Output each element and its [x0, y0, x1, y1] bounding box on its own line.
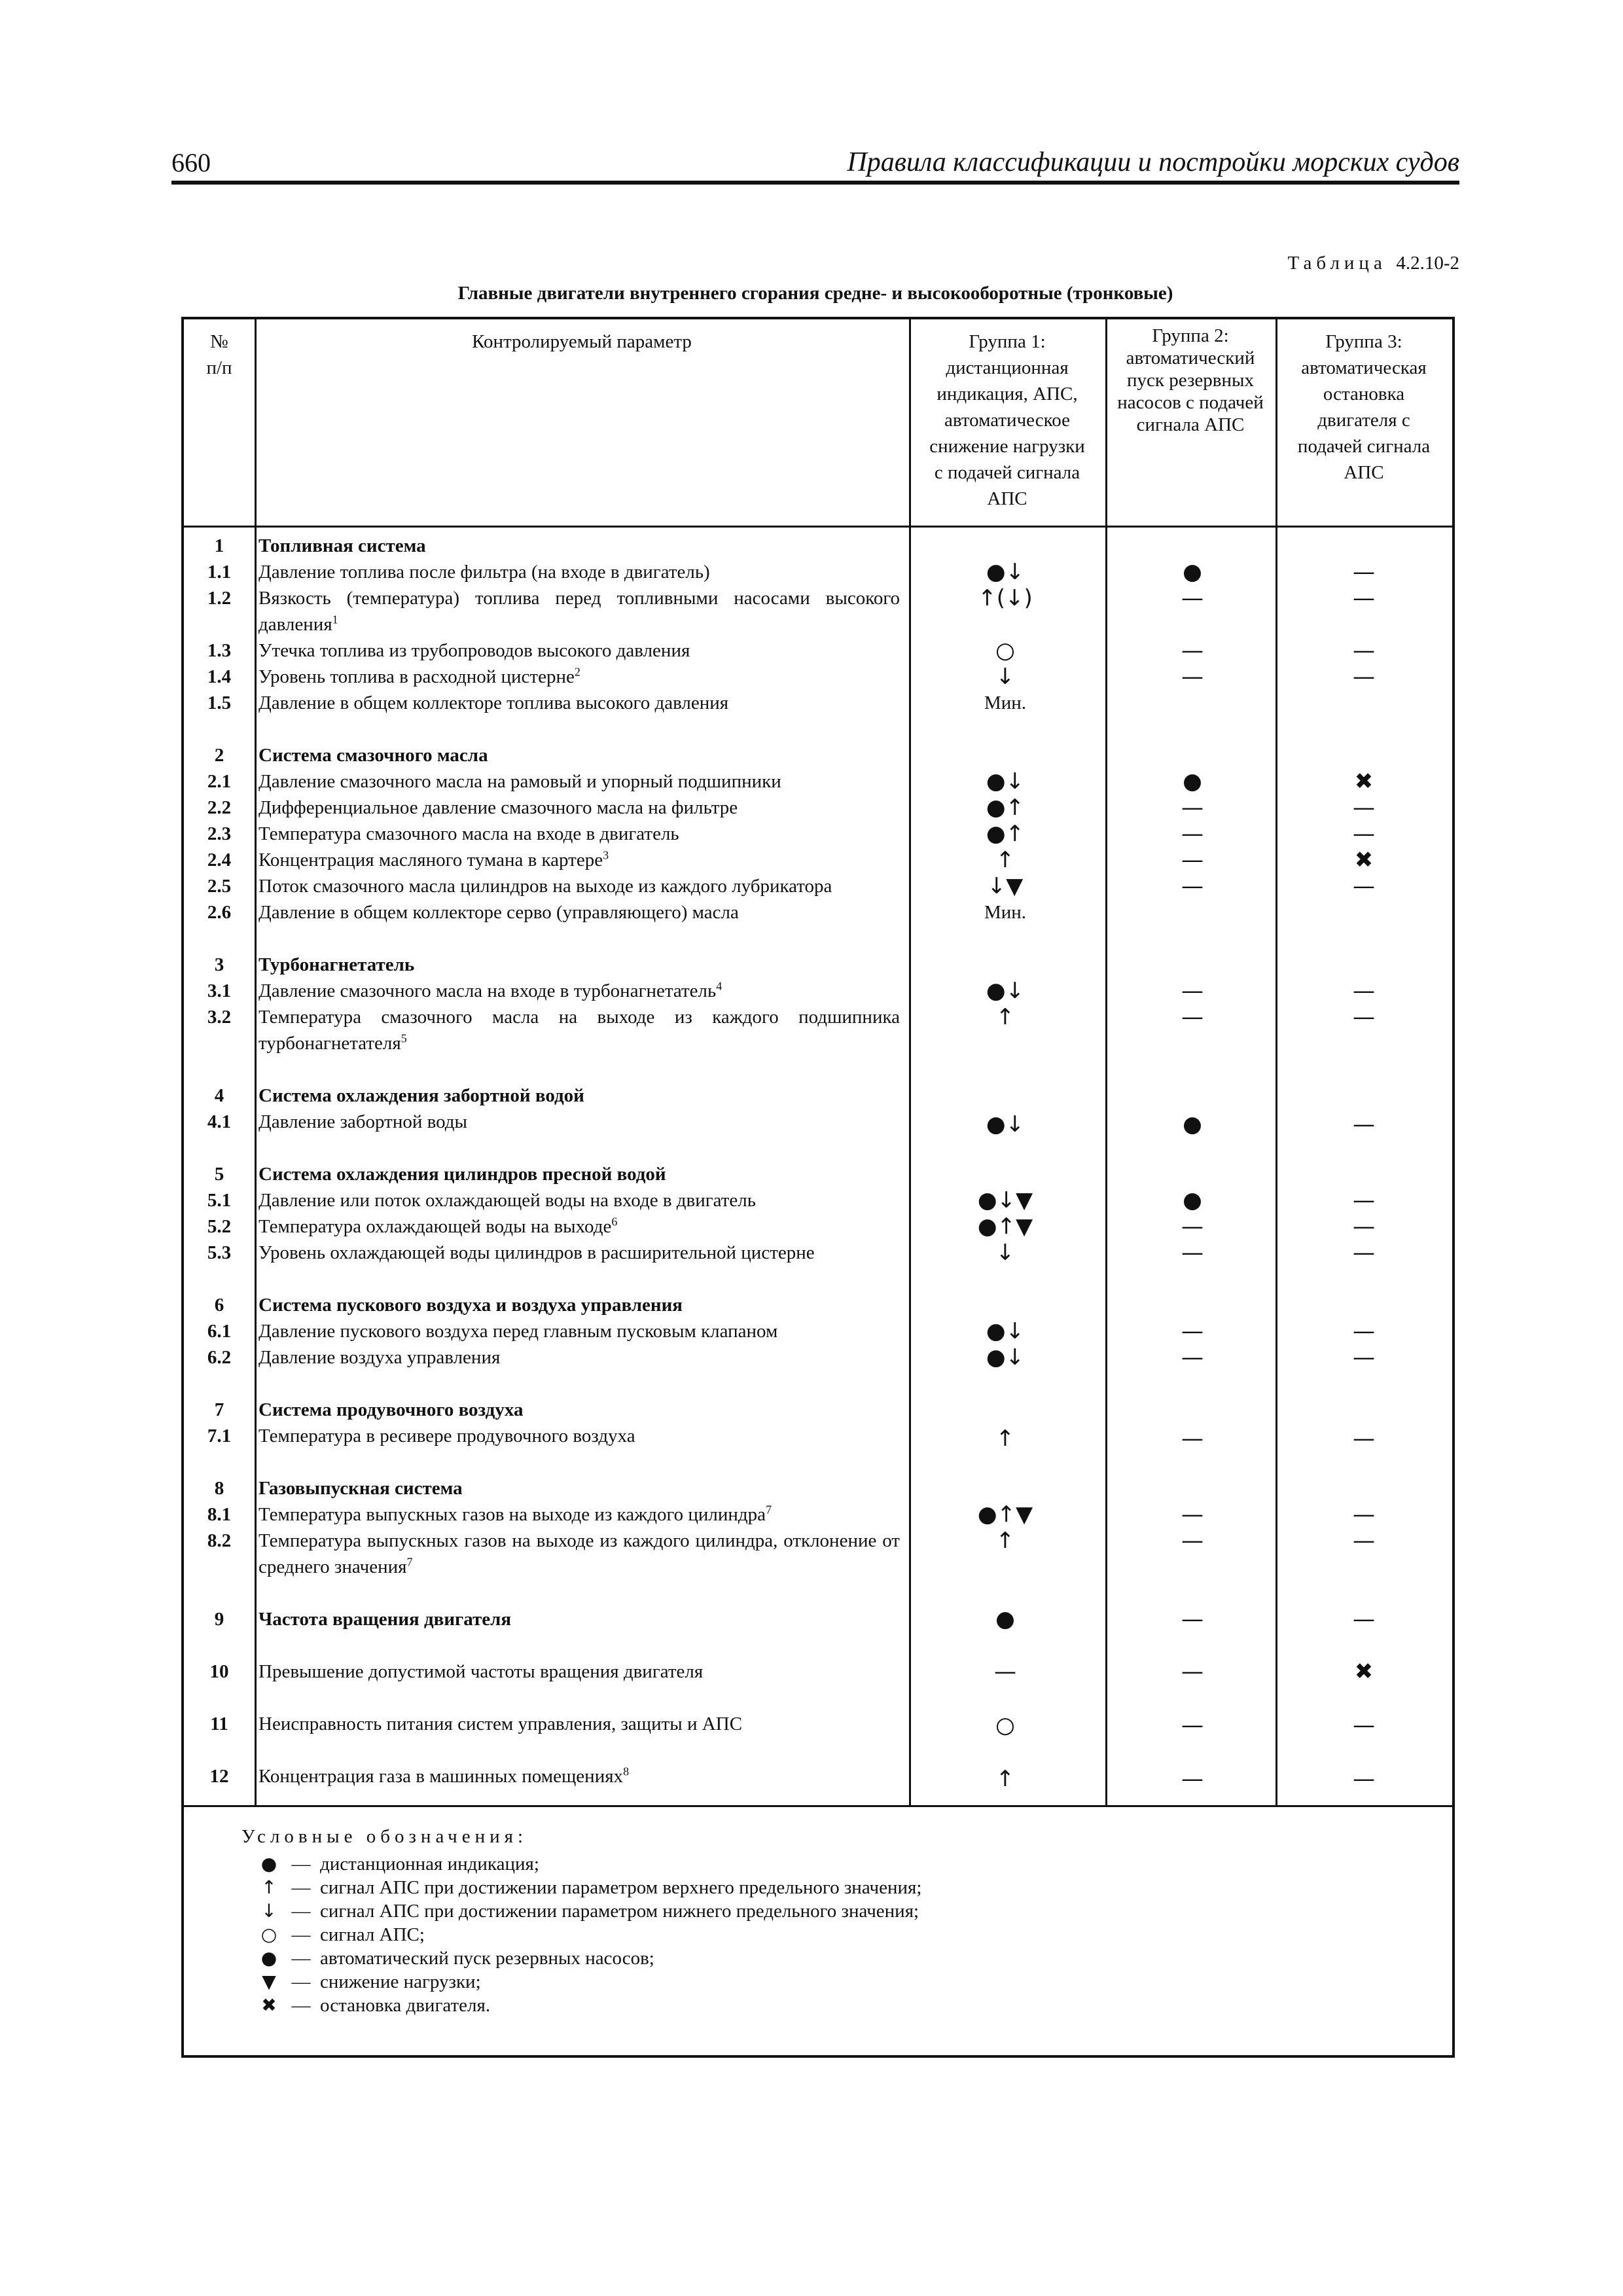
table-title: Главные двигатели внутреннего сгорания средне- и высокооборотные (тронковые): [457, 283, 1173, 304]
row-number: 2.3: [207, 823, 232, 844]
row-parameter: Давление в общем коллекторе серво (управляющего) масла: [259, 902, 739, 923]
column-header-group1: [909, 329, 1105, 512]
header-line: подачей сигнала: [1297, 436, 1431, 457]
legend-text: снижение нагрузки;: [320, 1971, 481, 1992]
row-number: 1.4: [207, 666, 232, 687]
row-parameter: [259, 1501, 900, 1528]
row-group1-symbol: ↑: [995, 847, 1015, 873]
section-title: Система охлаждения цилиндров пресной водой: [259, 1164, 666, 1185]
row-group2-symbol: ●: [1183, 768, 1202, 795]
row-parameter: Утечка топлива из трубопроводов высокого давления: [259, 640, 690, 661]
row-parameter: [259, 585, 900, 637]
section-number: 7: [214, 1399, 224, 1420]
row-number: 2.2: [207, 797, 232, 818]
row-parameter-text: Вязкость (температура) топлива перед топливными насосами высокого давления: [259, 588, 900, 635]
row-parameter: [259, 1763, 900, 1789]
row-number: 8.1: [207, 1504, 232, 1525]
row-group1-symbol: —: [994, 1659, 1016, 1685]
row-parameter: Температура смазочного масла на входе в двигатель: [259, 823, 679, 844]
row-number: 5.1: [207, 1190, 232, 1211]
row-group3-symbol: —: [1353, 1606, 1375, 1632]
row-group3-symbol: —: [1353, 821, 1375, 847]
legend-item: ● — дистанционная индикация;: [256, 1852, 539, 1876]
row-group2-symbol: —: [1181, 1004, 1204, 1030]
header-line: пуск резервных: [1127, 370, 1254, 391]
row-group2-symbol: —: [1181, 585, 1204, 611]
row-group2-symbol: —: [1181, 637, 1204, 664]
legend-divider: [184, 1805, 1452, 1807]
row-group2-symbol: —: [1181, 1659, 1204, 1685]
row-number: 10: [209, 1661, 229, 1682]
row-group2-symbol: —: [1181, 1712, 1204, 1738]
legend-title: Условные обозначения:: [241, 1826, 528, 1847]
row-group3-symbol: —: [1353, 795, 1375, 821]
row-group1-symbol: ●↓: [986, 559, 1025, 585]
row-group1-symbol: ○: [995, 637, 1015, 664]
header-line: Группа 2:: [1152, 325, 1229, 346]
dot-icon: ●: [260, 1853, 277, 1874]
row-group3-symbol: —: [1353, 559, 1375, 585]
row-group2-symbol: —: [1181, 821, 1204, 847]
row-parameter: [259, 1213, 900, 1240]
row-parameter: Давление пускового воздуха перед главным пусковым клапаном: [259, 1321, 778, 1342]
footnote-mark: 6: [611, 1215, 618, 1229]
row-number: 1.3: [207, 640, 232, 661]
legend-text: остановка двигателя.: [320, 1995, 491, 2016]
row-group3-symbol: ✖: [1354, 847, 1374, 873]
section-title: Турбонагнетатель: [259, 954, 415, 975]
section-title: Система смазочного масла: [259, 745, 488, 766]
legend-text: сигнал АПС при достижении параметром нижнего предельного значения;: [320, 1901, 919, 1922]
column-divider: [1105, 319, 1107, 1805]
row-group3-symbol: —: [1353, 1426, 1375, 1452]
row-parameter-text: Концентрация масляного тумана в картере: [259, 850, 603, 870]
dot-icon: ●: [260, 1947, 277, 1969]
row-group3-symbol: —: [1353, 1111, 1375, 1138]
row-group1-symbol: ↓: [995, 664, 1015, 690]
running-title: Правила классификации и постройки морских судов: [847, 147, 1459, 177]
section-number: 6: [214, 1295, 224, 1316]
header-line: с подачей сигнала: [934, 462, 1080, 483]
row-group3-symbol: —: [1353, 1187, 1375, 1213]
row-number: 3.1: [207, 980, 232, 1001]
section-number: 3: [214, 954, 224, 975]
row-group1-symbol: ●: [995, 1606, 1015, 1632]
row-group1-symbol: ↑(↓): [978, 585, 1033, 611]
row-group1-symbol: ↓: [995, 1240, 1015, 1266]
row-parameter: Частота вращения двигателя: [259, 1609, 512, 1630]
section-title: Топливная система: [259, 535, 426, 556]
row-parameter: Давление или поток охлаждающей воды на входе в двигатель: [259, 1190, 757, 1211]
row-group3-symbol: —: [1353, 1344, 1375, 1371]
row-parameter-text: Температура охлаждающей воды на выходе: [259, 1216, 612, 1237]
table-caption: [1288, 253, 1459, 274]
column-divider: [909, 319, 911, 1805]
row-group1-symbol: ○: [995, 1712, 1015, 1738]
row-parameter-text: Температура выпускных газов на выходе из каждого цилиндра: [259, 1504, 766, 1525]
row-group2-symbol: —: [1181, 978, 1204, 1004]
row-number: 11: [210, 1713, 228, 1734]
row-group2-symbol: ●: [1183, 1187, 1202, 1213]
row-parameter-text: Уровень топлива в расходной цистерне: [259, 666, 575, 687]
header-line: сигнала АПС: [1136, 414, 1245, 435]
row-group1-symbol: ↑: [995, 1004, 1015, 1030]
header-line: автоматическая: [1301, 357, 1427, 378]
row-group2-symbol: —: [1181, 1344, 1204, 1371]
section-number: 1: [214, 535, 224, 556]
row-number: 4.1: [207, 1111, 232, 1132]
footnote-mark: 2: [574, 665, 580, 679]
row-group3-symbol: ✖: [1354, 1659, 1374, 1685]
row-parameter-text: Температура смазочного масла на выходе из каждого подшипника турбонагнетателя: [259, 1007, 900, 1054]
row-number: 2.1: [207, 771, 232, 792]
page-number: 660: [171, 148, 211, 177]
row-group3-symbol: —: [1353, 1004, 1375, 1030]
row-group2-symbol: —: [1181, 873, 1204, 899]
row-number: 2.4: [207, 850, 232, 870]
cross-icon: ✖: [261, 1994, 277, 2016]
row-group3-symbol: —: [1353, 585, 1375, 611]
row-group1-symbol: Мин.: [984, 692, 1027, 713]
row-parameter: Давление в общем коллекторе топлива высокого давления: [259, 692, 729, 713]
row-group1-symbol: ●↓▼: [977, 1187, 1033, 1213]
row-parameter: Дифференциальное давление смазочного масла на фильтре: [259, 797, 738, 818]
header-line: насосов с подачей: [1117, 392, 1264, 413]
row-group2-symbol: —: [1181, 847, 1204, 873]
header-line: Группа 1:: [969, 331, 1046, 352]
row-group2-symbol: —: [1181, 1501, 1204, 1528]
row-number: 12: [209, 1766, 229, 1787]
legend-text: сигнал АПС при достижении параметром верхнего предельного значения;: [320, 1877, 922, 1898]
row-group2-symbol: —: [1181, 1766, 1204, 1792]
row-group3-symbol: —: [1353, 1528, 1375, 1554]
section-number: 8: [214, 1478, 224, 1499]
table-caption-word: Таблица: [1287, 253, 1387, 274]
row-number: 6.2: [207, 1347, 232, 1368]
row-group3-symbol: —: [1353, 873, 1375, 899]
arrow-down-icon: ↓: [261, 1900, 277, 1922]
row-group2-symbol: —: [1181, 1528, 1204, 1554]
row-parameter: [259, 1528, 900, 1580]
row-number: 3.2: [207, 1007, 232, 1028]
row-group1-symbol: ●↓: [986, 978, 1025, 1004]
legend-item: ✖ — остановка двигателя.: [256, 1994, 490, 2017]
section-title: Система продувочного воздуха: [259, 1399, 524, 1420]
row-number: 2.5: [207, 876, 232, 897]
header-line: АПС: [1344, 462, 1384, 483]
row-parameter: Давление забортной воды: [259, 1111, 468, 1132]
row-group1-symbol: ↑: [995, 1766, 1015, 1792]
section-number: 2: [214, 745, 224, 766]
row-number: 8.2: [207, 1530, 232, 1551]
row-group2-symbol: —: [1181, 664, 1204, 690]
circle-icon: ○: [260, 1924, 277, 1945]
header-line: автоматическое: [944, 410, 1070, 431]
row-group1-symbol: ↓▼: [987, 873, 1024, 899]
row-parameter: Превышение допустимой частоты вращения двигателя: [259, 1661, 704, 1682]
row-number: 5.3: [207, 1242, 232, 1263]
row-group3-symbol: —: [1353, 664, 1375, 690]
row-group3-symbol: —: [1353, 1240, 1375, 1266]
header-line: дистанционная: [946, 357, 1069, 378]
legend-text: автоматический пуск резервных насосов;: [320, 1948, 654, 1969]
row-group3-symbol: —: [1353, 1501, 1375, 1528]
row-group3-symbol: —: [1353, 1318, 1375, 1344]
row-group2-symbol: —: [1181, 1240, 1204, 1266]
row-group3-symbol: —: [1353, 637, 1375, 664]
row-group1-symbol: Мин.: [984, 902, 1027, 923]
row-group2-symbol: ●: [1183, 1111, 1202, 1138]
row-parameter: [259, 1004, 900, 1056]
row-group1-symbol: ●↓: [986, 768, 1025, 795]
row-group3-symbol: —: [1353, 1213, 1375, 1240]
row-group2-symbol: —: [1181, 1318, 1204, 1344]
row-parameter: Поток смазочного масла цилиндров на выходе из каждого лубрикатора: [259, 876, 832, 897]
legend-text: сигнал АПС;: [320, 1924, 425, 1945]
row-parameter: Температура в ресивере продувочного воздуха: [259, 1426, 635, 1446]
section-number: 4: [214, 1085, 224, 1106]
row-group1-symbol: ●↑▼: [977, 1213, 1033, 1240]
footnote-mark: 8: [623, 1765, 630, 1778]
footnote-mark: 7: [406, 1555, 413, 1569]
column-header-group2: [1105, 325, 1275, 436]
header-line: индикация, АПС,: [936, 384, 1078, 404]
row-parameter-text: Концентрация газа в машинных помещениях: [259, 1766, 624, 1787]
row-number: 6.1: [207, 1321, 232, 1342]
column-header-parameter: Контролируемый параметр: [472, 331, 692, 352]
row-group3-symbol: —: [1353, 978, 1375, 1004]
row-parameter: Неисправность питания систем управления, защиты и АПС: [259, 1713, 743, 1734]
column-divider: [1275, 319, 1277, 1805]
legend-item: ▼ — снижение нагрузки;: [256, 1970, 481, 1994]
row-number: 2.6: [207, 902, 232, 923]
row-group1-symbol: ●↓: [986, 1318, 1025, 1344]
column-divider: [255, 319, 257, 1805]
row-parameter: [259, 978, 900, 1004]
row-group3-symbol: —: [1353, 1766, 1375, 1792]
monitoring-table: [181, 317, 1455, 2058]
header-line: остановка: [1323, 384, 1405, 404]
row-group2-symbol: —: [1181, 1213, 1204, 1240]
footnote-mark: 7: [766, 1503, 772, 1516]
column-header-group3: [1275, 329, 1452, 486]
arrow-up-icon: ↑: [261, 1876, 277, 1898]
row-parameter: [259, 664, 900, 690]
footnote-mark: 4: [716, 979, 722, 993]
row-number: 9: [214, 1609, 224, 1630]
header-divider: [184, 526, 1452, 528]
legend-item: ● — автоматический пуск резервных насосов;: [256, 1946, 654, 1970]
row-parameter-text: Температура выпускных газов на выходе из каждого цилиндра, отклонение от среднего значения: [259, 1530, 900, 1577]
row-group2-symbol: —: [1181, 1426, 1204, 1452]
row-parameter: Давление воздуха управления: [259, 1347, 501, 1368]
row-parameter: Уровень охлаждающей воды цилиндров в расширительной цистерне: [259, 1242, 815, 1263]
header-line: АПС: [987, 488, 1027, 509]
row-number: 1.2: [207, 588, 232, 609]
row-parameter-text: Давление смазочного масла на входе в турбонагнетатель: [259, 980, 717, 1001]
footnote-mark: 3: [603, 848, 609, 862]
section-title: Система охлаждения забортной водой: [259, 1085, 584, 1106]
legend-item: ↓ — сигнал АПС при достижении параметром нижнего предельного значения;: [256, 1899, 919, 1923]
row-parameter: Давление топлива после фильтра (на входе в двигатель): [259, 562, 710, 583]
triangle-down-icon: ▼: [262, 1971, 276, 1992]
column-header-no: [184, 329, 255, 381]
row-number: 5.2: [207, 1216, 232, 1237]
row-parameter: Давление смазочного масла на рамовый и упорный подшипники: [259, 771, 781, 792]
header-line: Группа 3:: [1325, 331, 1402, 352]
row-number: 7.1: [207, 1426, 232, 1446]
row-group2-symbol: —: [1181, 795, 1204, 821]
header-line: двигателя с: [1317, 410, 1410, 431]
legend-item: ↑ — сигнал АПС при достижении параметром верхнего предельного значения;: [256, 1876, 921, 1899]
section-number: 5: [214, 1164, 224, 1185]
section-title: Система пускового воздуха и воздуха управления: [259, 1295, 683, 1316]
header-line: №: [210, 331, 228, 352]
row-group3-symbol: —: [1353, 1712, 1375, 1738]
row-group1-symbol: ●↑: [986, 795, 1025, 821]
row-group1-symbol: ●↑: [986, 821, 1025, 847]
row-group1-symbol: ●↑▼: [977, 1501, 1033, 1528]
section-title: Газовыпускная система: [259, 1478, 463, 1499]
table-caption-number: 4.2.10-2: [1396, 253, 1459, 274]
footnote-mark: 1: [332, 613, 338, 626]
page-header: [171, 141, 1459, 185]
row-number: 1.1: [207, 562, 232, 583]
row-number: 1.5: [207, 692, 232, 713]
row-group1-symbol: ↑: [995, 1528, 1015, 1554]
legend-item: ○ — сигнал АПС;: [256, 1923, 425, 1946]
legend-text: дистанционная индикация;: [320, 1854, 539, 1874]
row-group2-symbol: ●: [1183, 559, 1202, 585]
row-group2-symbol: —: [1181, 1606, 1204, 1632]
row-group1-symbol: ●↓: [986, 1344, 1025, 1371]
row-parameter: [259, 847, 900, 873]
header-line: автоматический: [1126, 348, 1255, 368]
row-group1-symbol: ●↓: [986, 1111, 1025, 1138]
header-line: п/п: [206, 357, 232, 378]
row-group3-symbol: ✖: [1354, 768, 1374, 795]
row-group1-symbol: ↑: [995, 1426, 1015, 1452]
footnote-mark: 5: [401, 1031, 407, 1045]
header-line: снижение нагрузки: [929, 436, 1085, 457]
